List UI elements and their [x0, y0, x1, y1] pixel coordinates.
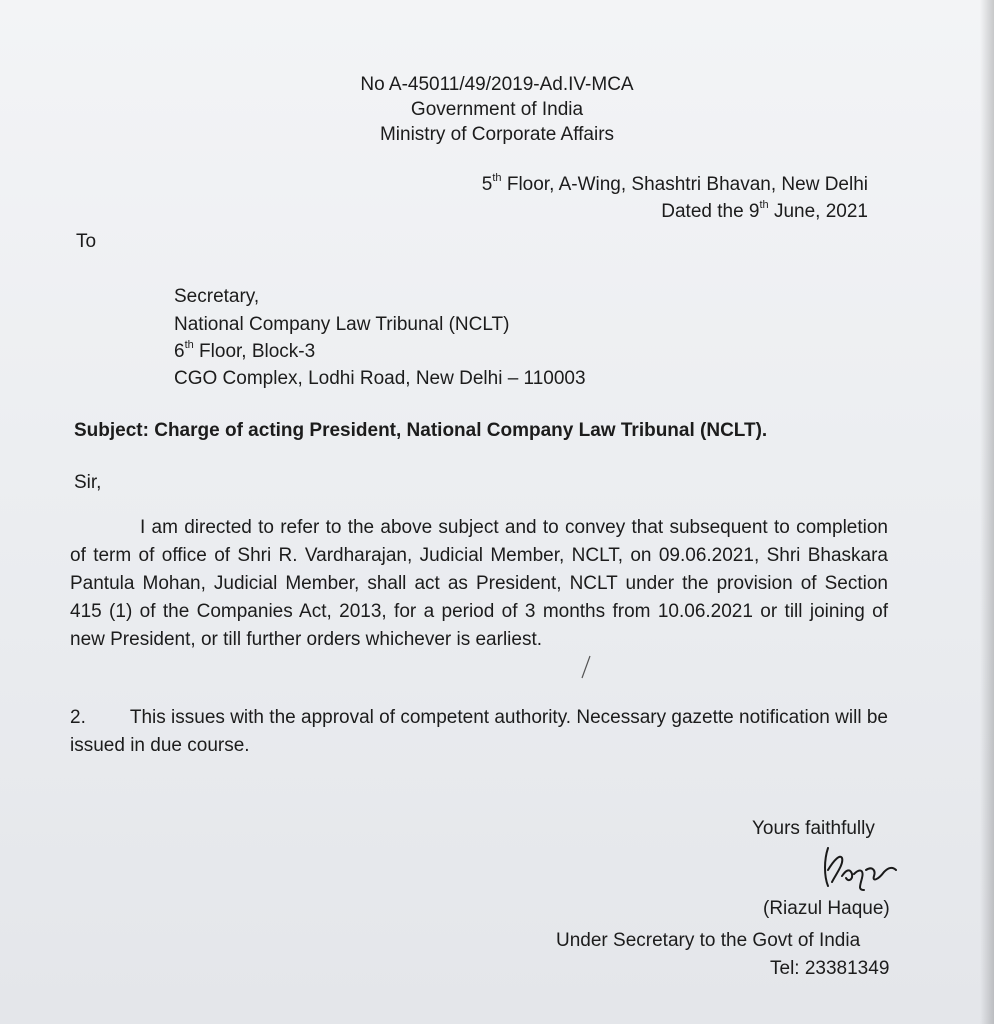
salutation: Sir, [74, 472, 102, 493]
signatory-telephone: Tel: 23381349 [770, 958, 890, 979]
paragraph-1 [70, 514, 888, 654]
closing-phrase: Yours faithfully [752, 818, 875, 839]
paragraph-1-text: I am directed to refer to the above subject and to convey that subsequent to completion of term of office of Shri R. Vardharajan, Judicial Member, NCLT, on 09.06.2021, Shri Bhaskara Pantula Mohan, Judicial Member, shall act as President, NCLT under the provision of Section 415 (1) of the Companies Act, 2013, for a period of 3 months from 10.06.2021 or till joining of new President, or till further orders whichever is earliest. [70, 517, 888, 650]
to-label: To [76, 231, 97, 252]
letter-date: Dated the 9th June, 2021 [661, 199, 868, 222]
reference-number: No A-45011/49/2019-Ad.IV-MCA [360, 74, 634, 95]
recipient-org: National Company Law Tribunal (NCLT) [174, 314, 510, 335]
pen-mark [578, 654, 594, 680]
paragraph-2-number: 2. [70, 707, 86, 728]
recipient-address: CGO Complex, Lodhi Road, New Delhi – 110003 [174, 368, 586, 389]
office-address: 5th Floor, A-Wing, Shashtri Bhavan, New Delhi [481, 172, 868, 195]
paragraph-2 [70, 704, 888, 760]
recipient-floor: 6th Floor, Block-3 [174, 339, 316, 362]
subject-line: Subject: Charge of acting President, National Company Law Tribunal (NCLT). [74, 420, 768, 441]
signatory-designation: Under Secretary to the Govt of India [556, 930, 861, 951]
recipient-title: Secretary, [174, 286, 260, 307]
ministry-line: Ministry of Corporate Affairs [379, 124, 615, 145]
government-line: Government of India [410, 99, 584, 120]
handwritten-signature [818, 840, 898, 892]
paragraph-2-text: This issues with the approval of competent authority. Necessary gazette notification will be issued in due course. [70, 707, 888, 756]
signatory-name: (Riazul Haque) [763, 898, 890, 919]
